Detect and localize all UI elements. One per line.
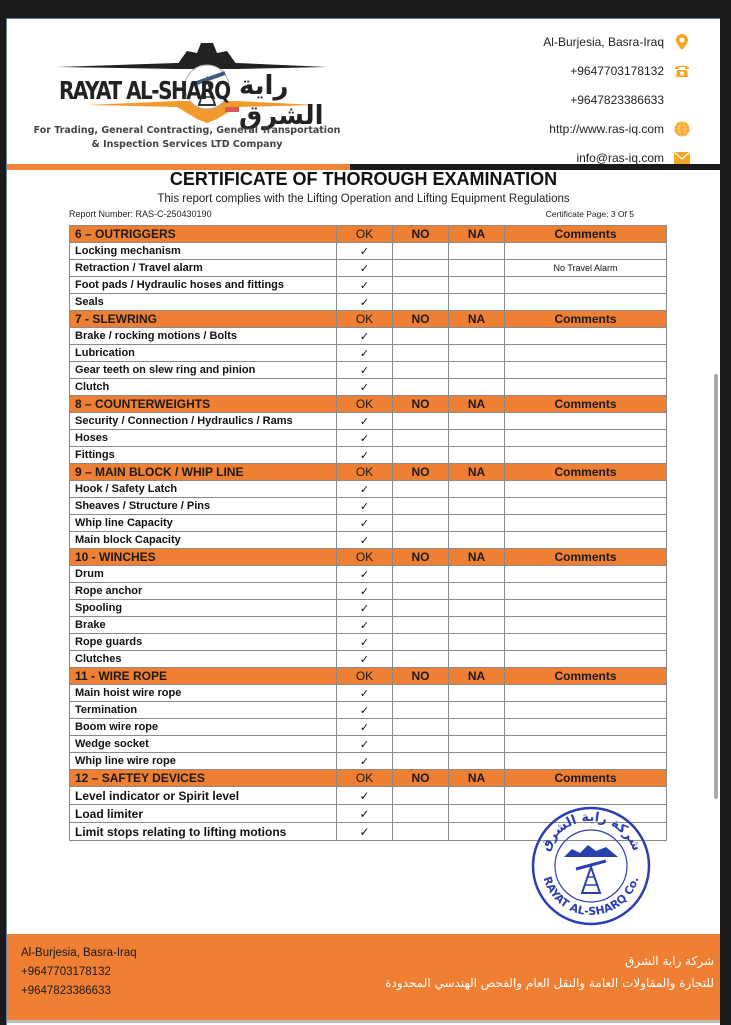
section-title: 6 – OUTRIGGERS — [70, 226, 337, 243]
column-header-na: NA — [449, 464, 505, 481]
section-title: 9 – MAIN BLOCK / WHIP LINE — [70, 464, 337, 481]
check-cell-no[interactable] — [393, 328, 449, 345]
check-cell-na[interactable] — [449, 260, 505, 277]
check-cell-na[interactable] — [449, 583, 505, 600]
comment-cell — [505, 753, 667, 770]
check-cell-ok[interactable]: ✓ — [337, 498, 393, 515]
check-cell-ok[interactable]: ✓ — [337, 294, 393, 311]
checklist-row — [70, 294, 667, 311]
location-pin-icon — [674, 34, 690, 50]
check-cell-no[interactable] — [393, 294, 449, 311]
check-cell-no[interactable] — [393, 823, 449, 841]
check-cell-na[interactable] — [449, 651, 505, 668]
check-cell-ok[interactable]: ✓ — [337, 719, 393, 736]
section-header-row — [70, 464, 667, 481]
check-cell-no[interactable] — [393, 736, 449, 753]
company-name: RAYAT AL-SHARQ — [59, 75, 230, 105]
check-cell-no[interactable] — [393, 362, 449, 379]
check-cell-na[interactable] — [449, 753, 505, 770]
column-header-ok: OK — [337, 668, 393, 685]
comment-cell — [505, 634, 667, 651]
check-cell-no[interactable] — [393, 413, 449, 430]
company-stamp — [530, 805, 652, 927]
check-cell-ok[interactable]: ✓ — [337, 753, 393, 770]
svg-text:RAYAT AL-SHARQ Co.: RAYAT AL-SHARQ Co. — [540, 874, 642, 919]
item-label: Whip line Capacity — [70, 515, 337, 532]
check-cell-na[interactable] — [449, 277, 505, 294]
item-label: Load limiter — [70, 805, 337, 823]
check-cell-no[interactable] — [393, 430, 449, 447]
contact-address: Al-Burjesia, Basra-Iraq — [543, 27, 690, 56]
footer-address: Al-Burjesia, Basra-Iraq — [21, 947, 137, 959]
checklist-row — [70, 651, 667, 668]
check-cell-na[interactable] — [449, 328, 505, 345]
check-cell-na[interactable] — [449, 498, 505, 515]
checklist-row — [70, 719, 667, 736]
section-title: 12 – SAFTEY DEVICES — [70, 770, 337, 787]
footer-phone2: +9647823386633 — [21, 985, 111, 997]
item-label: Main hoist wire rope — [70, 685, 337, 702]
check-cell-na[interactable] — [449, 515, 505, 532]
check-cell-no[interactable] — [393, 753, 449, 770]
checklist-row — [70, 481, 667, 498]
check-cell-ok[interactable]: ✓ — [337, 685, 393, 702]
column-header-ok: OK — [337, 549, 393, 566]
company-tagline: For Trading, General Contracting, General Transportation & Inspection Services LTD Company — [33, 125, 341, 150]
comment-cell — [505, 294, 667, 311]
item-label: Rope guards — [70, 634, 337, 651]
item-label: Sheaves / Structure / Pins — [70, 498, 337, 515]
check-cell-no[interactable] — [393, 243, 449, 260]
checklist-row — [70, 328, 667, 345]
footer-contact — [21, 944, 137, 1001]
check-cell-ok[interactable]: ✓ — [337, 260, 393, 277]
contact-phone1[interactable]: +9647703178132 — [543, 56, 690, 85]
check-cell-no[interactable] — [393, 260, 449, 277]
page-footer — [7, 934, 720, 1023]
column-header-no: NO — [393, 549, 449, 566]
checklist-row — [70, 447, 667, 464]
comment-cell — [505, 736, 667, 753]
checklist-row — [70, 634, 667, 651]
comment-cell — [505, 243, 667, 260]
check-cell-ok[interactable]: ✓ — [337, 345, 393, 362]
checklist-row — [70, 617, 667, 634]
checklist-row — [70, 260, 667, 277]
check-cell-na[interactable] — [449, 532, 505, 549]
checklist-row — [70, 736, 667, 753]
check-cell-no[interactable] — [393, 719, 449, 736]
comment-cell — [505, 583, 667, 600]
item-label: Brake — [70, 617, 337, 634]
item-label: Locking mechanism — [70, 243, 337, 260]
comment-cell — [505, 379, 667, 396]
item-label: Foot pads / Hydraulic hoses and fittings — [70, 277, 337, 294]
item-label: Whip line wire rope — [70, 753, 337, 770]
check-cell-na[interactable] — [449, 634, 505, 651]
check-cell-na[interactable] — [449, 719, 505, 736]
check-cell-ok[interactable]: ✓ — [337, 532, 393, 549]
check-cell-na[interactable] — [449, 243, 505, 260]
check-cell-na[interactable] — [449, 823, 505, 841]
check-cell-no[interactable] — [393, 805, 449, 823]
column-header-na: NA — [449, 668, 505, 685]
column-header-na: NA — [449, 396, 505, 413]
comment-cell — [505, 413, 667, 430]
certificate-page: Certificate Page: 3 Of 5 — [545, 209, 634, 219]
section-header-row — [70, 396, 667, 413]
column-header-no: NO — [393, 668, 449, 685]
check-cell-no[interactable] — [393, 277, 449, 294]
checklist-row — [70, 753, 667, 770]
item-label: Wedge socket — [70, 736, 337, 753]
column-header-no: NO — [393, 311, 449, 328]
check-cell-ok[interactable]: ✓ — [337, 702, 393, 719]
checklist-row — [70, 532, 667, 549]
section-title: 7 - SLEWRING — [70, 311, 337, 328]
check-cell-no[interactable] — [393, 651, 449, 668]
check-cell-no[interactable] — [393, 498, 449, 515]
section-header-row — [70, 668, 667, 685]
check-cell-no[interactable] — [393, 685, 449, 702]
item-label: Limit stops relating to lifting motions — [70, 823, 337, 841]
column-header-ok: OK — [337, 770, 393, 787]
examination-checklist-table — [69, 225, 667, 841]
section-title: 8 – COUNTERWEIGHTS — [70, 396, 337, 413]
check-cell-no[interactable] — [393, 583, 449, 600]
column-header-ok: OK — [337, 464, 393, 481]
check-cell-ok[interactable]: ✓ — [337, 823, 393, 841]
check-cell-ok[interactable]: ✓ — [337, 362, 393, 379]
column-header-comments: Comments — [505, 770, 667, 787]
check-cell-ok[interactable]: ✓ — [337, 787, 393, 805]
check-cell-ok[interactable]: ✓ — [337, 736, 393, 753]
contact-website[interactable]: http://www.ras-iq.com — [543, 114, 690, 143]
footer-arabic-name: شركة راية الشرق للتجارة والمقاولات العامة والنقل العام والفحص الهندسي المحدودة — [385, 954, 714, 990]
column-header-comments: Comments — [505, 396, 667, 413]
check-cell-no[interactable] — [393, 617, 449, 634]
item-label: Main block Capacity — [70, 532, 337, 549]
check-cell-ok[interactable]: ✓ — [337, 413, 393, 430]
checklist-row — [70, 583, 667, 600]
check-cell-na[interactable] — [449, 685, 505, 702]
item-label: Security / Connection / Hydraulics / Rams — [70, 413, 337, 430]
item-label: Level indicator or Spirit level — [70, 787, 337, 805]
check-cell-ok[interactable]: ✓ — [337, 600, 393, 617]
company-logo — [47, 27, 347, 131]
column-header-na: NA — [449, 311, 505, 328]
section-title: 11 - WIRE ROPE — [70, 668, 337, 685]
check-cell-no[interactable] — [393, 566, 449, 583]
check-cell-ok[interactable]: ✓ — [337, 243, 393, 260]
column-header-no: NO — [393, 226, 449, 243]
check-cell-na[interactable] — [449, 379, 505, 396]
document-page — [6, 18, 720, 1025]
globe-icon — [674, 121, 690, 137]
check-cell-ok[interactable]: ✓ — [337, 651, 393, 668]
check-cell-na[interactable] — [449, 481, 505, 498]
check-cell-ok[interactable]: ✓ — [337, 379, 393, 396]
section-header-row — [70, 226, 667, 243]
section-title: 10 - WINCHES — [70, 549, 337, 566]
check-cell-na[interactable] — [449, 447, 505, 464]
comment-cell: No Travel Alarm — [505, 260, 667, 277]
column-header-comments: Comments — [505, 226, 667, 243]
checklist-row — [70, 362, 667, 379]
column-header-no: NO — [393, 770, 449, 787]
checklist-row — [70, 277, 667, 294]
comment-cell — [505, 651, 667, 668]
column-header-ok: OK — [337, 226, 393, 243]
item-label: Seals — [70, 294, 337, 311]
comment-cell — [505, 328, 667, 345]
check-cell-ok[interactable]: ✓ — [337, 447, 393, 464]
checklist-row — [70, 430, 667, 447]
check-cell-na[interactable] — [449, 566, 505, 583]
comment-cell — [505, 362, 667, 379]
check-cell-ok[interactable]: ✓ — [337, 328, 393, 345]
column-header-comments: Comments — [505, 311, 667, 328]
check-cell-na[interactable] — [449, 600, 505, 617]
column-header-na: NA — [449, 770, 505, 787]
check-cell-ok[interactable]: ✓ — [337, 277, 393, 294]
column-header-ok: OK — [337, 311, 393, 328]
item-label: Retraction / Travel alarm — [70, 260, 337, 277]
comment-cell — [505, 719, 667, 736]
checklist-row — [70, 498, 667, 515]
check-cell-na[interactable] — [449, 362, 505, 379]
item-label: Hoses — [70, 430, 337, 447]
vertical-scrollbar[interactable] — [714, 374, 718, 799]
column-header-no: NO — [393, 396, 449, 413]
check-cell-na[interactable] — [449, 736, 505, 753]
report-number: Report Number: RAS-C-250430190 — [69, 209, 212, 219]
column-header-na: NA — [449, 549, 505, 566]
check-cell-na[interactable] — [449, 787, 505, 805]
check-cell-ok[interactable]: ✓ — [337, 617, 393, 634]
company-name-arabic: راية الشرق — [239, 71, 324, 131]
column-header-comments: Comments — [505, 464, 667, 481]
checklist-row — [70, 243, 667, 260]
contact-phone2[interactable]: +9647823386633 — [570, 92, 664, 107]
check-cell-no[interactable] — [393, 702, 449, 719]
check-cell-no[interactable] — [393, 515, 449, 532]
comment-cell — [505, 345, 667, 362]
item-label: Hook / Safety Latch — [70, 481, 337, 498]
comment-cell — [505, 430, 667, 447]
check-cell-ok[interactable]: ✓ — [337, 583, 393, 600]
check-cell-ok[interactable]: ✓ — [337, 566, 393, 583]
checklist-row — [70, 787, 667, 805]
comment-cell — [505, 532, 667, 549]
checklist-row — [70, 345, 667, 362]
item-label: Spooling — [70, 600, 337, 617]
document-title: CERTIFICATE OF THOROUGH EXAMINATION — [169, 169, 558, 189]
check-cell-ok[interactable]: ✓ — [337, 481, 393, 498]
svg-text:شركة راية الشرق: شركة راية الشرق — [538, 809, 645, 854]
comment-cell — [505, 277, 667, 294]
checklist-row — [70, 515, 667, 532]
item-label: Termination — [70, 702, 337, 719]
item-label: Clutches — [70, 651, 337, 668]
column-header-comments: Comments — [505, 549, 667, 566]
check-cell-no[interactable] — [393, 345, 449, 362]
section-header-row — [70, 770, 667, 787]
item-label: Boom wire rope — [70, 719, 337, 736]
check-cell-na[interactable] — [449, 617, 505, 634]
checklist-row — [70, 685, 667, 702]
checklist-row — [70, 566, 667, 583]
check-cell-no[interactable] — [393, 600, 449, 617]
check-cell-no[interactable] — [393, 532, 449, 549]
check-cell-na[interactable] — [449, 805, 505, 823]
item-label: Clutch — [70, 379, 337, 396]
comment-cell — [505, 447, 667, 464]
check-cell-na[interactable] — [449, 702, 505, 719]
column-header-no: NO — [393, 464, 449, 481]
comment-cell — [505, 617, 667, 634]
checklist-row — [70, 413, 667, 430]
checklist-row — [70, 379, 667, 396]
comment-cell — [505, 702, 667, 719]
comment-cell — [505, 685, 667, 702]
comment-cell — [505, 515, 667, 532]
column-header-comments: Comments — [505, 668, 667, 685]
section-header-row — [70, 549, 667, 566]
column-header-na: NA — [449, 226, 505, 243]
check-cell-ok[interactable]: ✓ — [337, 430, 393, 447]
footer-phone1: +9647703178132 — [21, 966, 111, 978]
check-cell-na[interactable] — [449, 430, 505, 447]
check-cell-na[interactable] — [449, 413, 505, 430]
check-cell-ok[interactable]: ✓ — [337, 515, 393, 532]
telephone-icon — [674, 63, 690, 79]
item-label: Drum — [70, 566, 337, 583]
item-label: Brake / rocking motions / Bolts — [70, 328, 337, 345]
contact-email[interactable]: info@ras-iq.com — [543, 143, 690, 172]
check-cell-no[interactable] — [393, 447, 449, 464]
comment-cell — [505, 498, 667, 515]
item-label: Lubrication — [70, 345, 337, 362]
comment-cell — [505, 481, 667, 498]
checklist-row — [70, 702, 667, 719]
contact-info — [543, 27, 690, 172]
column-header-ok: OK — [337, 396, 393, 413]
section-header-row — [70, 311, 667, 328]
comment-cell — [505, 787, 667, 805]
comment-cell — [505, 566, 667, 583]
check-cell-no[interactable] — [393, 787, 449, 805]
check-cell-no[interactable] — [393, 481, 449, 498]
checklist-row — [70, 600, 667, 617]
check-cell-na[interactable] — [449, 345, 505, 362]
check-cell-ok[interactable]: ✓ — [337, 634, 393, 651]
check-cell-no[interactable] — [393, 634, 449, 651]
item-label: Rope anchor — [70, 583, 337, 600]
item-label: Fittings — [70, 447, 337, 464]
comment-cell — [505, 600, 667, 617]
check-cell-no[interactable] — [393, 379, 449, 396]
item-label: Gear teeth on slew ring and pinion — [70, 362, 337, 379]
check-cell-na[interactable] — [449, 294, 505, 311]
check-cell-ok[interactable]: ✓ — [337, 805, 393, 823]
document-subtitle: This report complies with the Lifting Operation and Lifting Equipment Regulations — [157, 193, 570, 205]
